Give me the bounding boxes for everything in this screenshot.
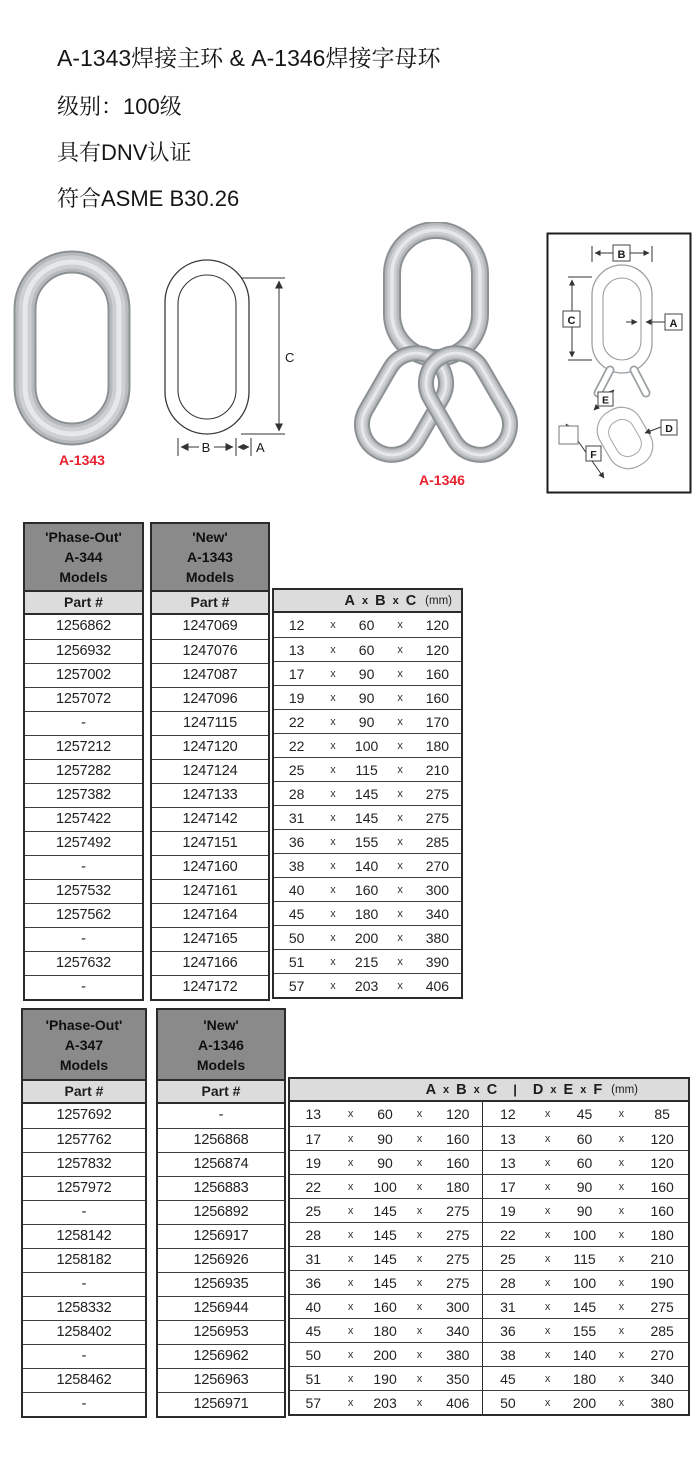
part-number-cell: 1256868 xyxy=(158,1128,284,1152)
part-number-cell: 1247151 xyxy=(152,831,268,855)
dimensions-row xyxy=(290,1390,688,1414)
dimensions-row xyxy=(290,1366,688,1390)
table2-phase-out-part-label: Part # xyxy=(23,1081,145,1104)
def-dimensions: 36 x 155 x 285 xyxy=(482,1319,688,1342)
dimensions-row xyxy=(290,1126,688,1150)
dimension-label-a: A xyxy=(256,440,265,455)
dimensions-row: 28 x 145 x 275 xyxy=(274,781,461,805)
part-number-cell: 1257382 xyxy=(25,783,142,807)
abc-dimensions: 13 x 60 x 120 xyxy=(305,1106,470,1122)
table1-dimensions-header: A x B x C (mm) xyxy=(274,590,461,613)
dimension-label-f: F xyxy=(590,449,597,461)
dimensions-row: 31 x 145 x 275 xyxy=(274,805,461,829)
abc-dimensions: 50 x 200 x 380 xyxy=(305,1346,470,1363)
dimensions-row: 13 x 60 x 120 xyxy=(274,637,461,661)
dimensions-row xyxy=(290,1342,688,1366)
page-title: A-1343焊接主环 & A-1346焊接字母环 xyxy=(57,45,441,71)
dimensions-row: 50 x 200 x 380 xyxy=(274,925,461,949)
table1-phase-out-part-label: Part # xyxy=(25,592,142,615)
part-number-cell: 1256962 xyxy=(158,1344,284,1368)
def-dimensions: 31 x 145 x 275 xyxy=(482,1295,688,1318)
def-dimensions: 38 x 140 x 270 xyxy=(482,1343,688,1366)
table2-new-part-label: Part # xyxy=(158,1081,284,1104)
product-photo-a1343 xyxy=(8,248,136,448)
part-number-cell: 1256953 xyxy=(158,1320,284,1344)
dimension-label-b: B xyxy=(201,440,211,455)
part-number-cell: 1247115 xyxy=(152,711,268,735)
part-number-cell: 1247166 xyxy=(152,951,268,975)
part-number-cell: - xyxy=(23,1392,145,1416)
part-number-cell: 1247076 xyxy=(152,639,268,663)
diagram-frame xyxy=(548,234,691,493)
part-number-cell: 1256963 xyxy=(158,1368,284,1392)
part-number-cell: 1257492 xyxy=(25,831,142,855)
part-number-cell: 1247164 xyxy=(152,903,268,927)
dimensions-row xyxy=(290,1102,688,1126)
dimensions-row xyxy=(290,1294,688,1318)
table1-new-part-label: Part # xyxy=(152,592,268,615)
part-number-cell: 1247172 xyxy=(152,975,268,999)
dimension-label-c: C xyxy=(285,350,295,365)
part-number-cell: 1247096 xyxy=(152,687,268,711)
dimensions-row: 12 x 60 x 120 xyxy=(288,617,450,633)
dimensions-row xyxy=(290,1174,688,1198)
abc-dimensions: 31 x 145 x 275 xyxy=(305,1250,470,1267)
dimensions-row: 25 x 115 x 210 xyxy=(274,757,461,781)
abc-dimensions: 36 x 145 x 275 xyxy=(305,1274,470,1291)
dimension-label-c: C xyxy=(567,315,576,327)
def-dimensions: 12 x 45 x 85 xyxy=(482,1102,688,1126)
table1-new-header: 'New' A-1343 Models xyxy=(152,524,268,592)
def-dimensions: 45 x 180 x 340 xyxy=(482,1367,688,1390)
dimensions-row: 36 x 155 x 285 xyxy=(274,829,461,853)
a1346-part-label: A-1346 xyxy=(419,472,465,488)
dimensions-row: 19 x 90 x 160 xyxy=(274,685,461,709)
part-number-cell: 1257532 xyxy=(25,879,142,903)
sub-link-right xyxy=(415,342,521,466)
dimensions-row xyxy=(290,1246,688,1270)
part-number-cell: 1258142 xyxy=(23,1224,145,1248)
part-number-cell: 1247142 xyxy=(152,807,268,831)
diagram-dimension-key xyxy=(546,232,692,494)
abc-dimensions: 57 x 203 x 406 xyxy=(305,1394,470,1411)
dimensions-row: 45 x 180 x 340 xyxy=(274,901,461,925)
dimensions-row: 17 x 90 x 160 xyxy=(274,661,461,685)
part-number-cell: 1247087 xyxy=(152,663,268,687)
table1-phase-out-header: 'Phase-Out' A-344 Models xyxy=(25,524,142,592)
part-number-cell: - xyxy=(25,855,142,879)
dimensions-row: 22 x 100 x 180 xyxy=(274,733,461,757)
part-number-cell: 1256944 xyxy=(158,1296,284,1320)
empty-reference-box xyxy=(559,426,578,444)
part-number-cell: 1247124 xyxy=(152,759,268,783)
table2-new-column xyxy=(156,1008,286,1418)
part-number-cell: 1247120 xyxy=(152,735,268,759)
abc-dimensions: 40 x 160 x 300 xyxy=(305,1298,470,1315)
def-dimensions: 13 x 60 x 120 xyxy=(482,1151,688,1174)
part-number-cell: 1258332 xyxy=(23,1296,145,1320)
abc-dimensions: 45 x 180 x 340 xyxy=(305,1322,470,1339)
def-dimensions: 19 x 90 x 160 xyxy=(482,1199,688,1222)
part-number-cell: 1257282 xyxy=(25,759,142,783)
part-number-cell: 1257002 xyxy=(25,663,142,687)
dimensions-row xyxy=(290,1270,688,1294)
dimensions-row xyxy=(290,1318,688,1342)
asme-compliance-line: 符合ASME B30.26 xyxy=(57,186,240,211)
table1-dimensions-block xyxy=(272,588,463,999)
a1343-part-label: A-1343 xyxy=(59,452,105,468)
dimension-label-d: D xyxy=(665,423,673,435)
part-number-cell: 1257422 xyxy=(25,807,142,831)
part-number-cell: 1257072 xyxy=(25,687,142,711)
table2-dimensions-block xyxy=(288,1077,690,1416)
abc-dimensions: 22 x 100 x 180 xyxy=(305,1178,470,1195)
part-number-cell: 1256926 xyxy=(158,1248,284,1272)
part-number-cell: 1256917 xyxy=(158,1224,284,1248)
abc-dimensions: 19 x 90 x 160 xyxy=(305,1154,470,1171)
part-number-cell: 1256874 xyxy=(158,1152,284,1176)
part-number-cell: - xyxy=(25,927,142,951)
table2-phase-out-header: 'Phase-Out' A-347 Models xyxy=(23,1010,145,1081)
abc-dimensions: 28 x 145 x 275 xyxy=(305,1226,470,1243)
part-number-cell: - xyxy=(25,975,142,999)
part-number-cell: 1257832 xyxy=(23,1152,145,1176)
part-number-cell: 1256892 xyxy=(158,1200,284,1224)
def-dimensions: 50 x 200 x 380 xyxy=(482,1391,688,1414)
part-number-cell: 1257632 xyxy=(25,951,142,975)
grade-line: 级别：100级 xyxy=(57,94,182,119)
abc-dimensions: 17 x 90 x 160 xyxy=(305,1130,470,1147)
dimensions-row: 51 x 215 x 390 xyxy=(274,949,461,973)
part-number-cell: 1258182 xyxy=(23,1248,145,1272)
dimension-label-a: A xyxy=(669,318,678,330)
table2-new-header: 'New' A-1346 Models xyxy=(158,1010,284,1081)
dimensions-row: 40 x 160 x 300 xyxy=(274,877,461,901)
part-number-cell: 1247133 xyxy=(152,783,268,807)
def-dimensions: 22 x 100 x 180 xyxy=(482,1223,688,1246)
part-number-cell: - xyxy=(23,1200,145,1224)
def-dimensions: 28 x 100 x 190 xyxy=(482,1271,688,1294)
part-number-cell: 1247161 xyxy=(152,879,268,903)
part-number-cell: - xyxy=(218,1107,224,1123)
part-number-cell: 1247160 xyxy=(152,855,268,879)
part-number-cell: 1256971 xyxy=(158,1392,284,1416)
def-dimensions: 25 x 115 x 210 xyxy=(482,1247,688,1270)
part-number-cell: 1258402 xyxy=(23,1320,145,1344)
table1-phase-out-column xyxy=(23,522,144,1001)
part-number-cell: 1257972 xyxy=(23,1176,145,1200)
part-number-cell: 1256883 xyxy=(158,1176,284,1200)
dimensions-row: 38 x 140 x 270 xyxy=(274,853,461,877)
dimensions-row: 22 x 90 x 170 xyxy=(274,709,461,733)
table2-dimensions-header: A x B x C | D x E x F (mm) xyxy=(290,1079,688,1102)
part-number-cell: 1256862 xyxy=(55,618,112,634)
part-number-cell: 1247069 xyxy=(182,618,238,634)
part-number-cell: - xyxy=(23,1344,145,1368)
part-number-cell: 1256935 xyxy=(158,1272,284,1296)
link-inner-outline xyxy=(178,275,236,419)
dimensions-row xyxy=(290,1222,688,1246)
part-number-cell: 1256932 xyxy=(25,639,142,663)
part-number-cell: 1257562 xyxy=(25,903,142,927)
product-photo-a1346 xyxy=(340,222,530,474)
dimension-label-b: B xyxy=(617,249,626,261)
dimension-label-e: E xyxy=(601,394,610,407)
part-number-cell: - xyxy=(23,1272,145,1296)
part-number-cell: 1257762 xyxy=(23,1128,145,1152)
part-number-cell: 1257212 xyxy=(25,735,142,759)
abc-dimensions: 25 x 145 x 275 xyxy=(305,1202,470,1219)
dimensions-row xyxy=(290,1150,688,1174)
dimensions-row xyxy=(290,1198,688,1222)
table2-phase-out-column xyxy=(21,1008,147,1418)
table1-new-column xyxy=(150,522,270,1001)
dimensions-row: 57 x 203 x 406 xyxy=(274,973,461,997)
diagram-a1343-dimensions xyxy=(143,250,303,462)
def-dimensions: 17 x 90 x 160 xyxy=(482,1175,688,1198)
def-dimensions: 13 x 60 x 120 xyxy=(482,1127,688,1150)
part-number-cell: - xyxy=(25,711,142,735)
part-number-cell: 1258462 xyxy=(23,1368,145,1392)
dnv-certification-line: 具有DNV认证 xyxy=(57,140,192,165)
part-number-cell: 1247165 xyxy=(152,927,268,951)
part-number-cell: 1257692 xyxy=(56,1107,112,1123)
abc-dimensions: 51 x 190 x 350 xyxy=(305,1370,470,1387)
